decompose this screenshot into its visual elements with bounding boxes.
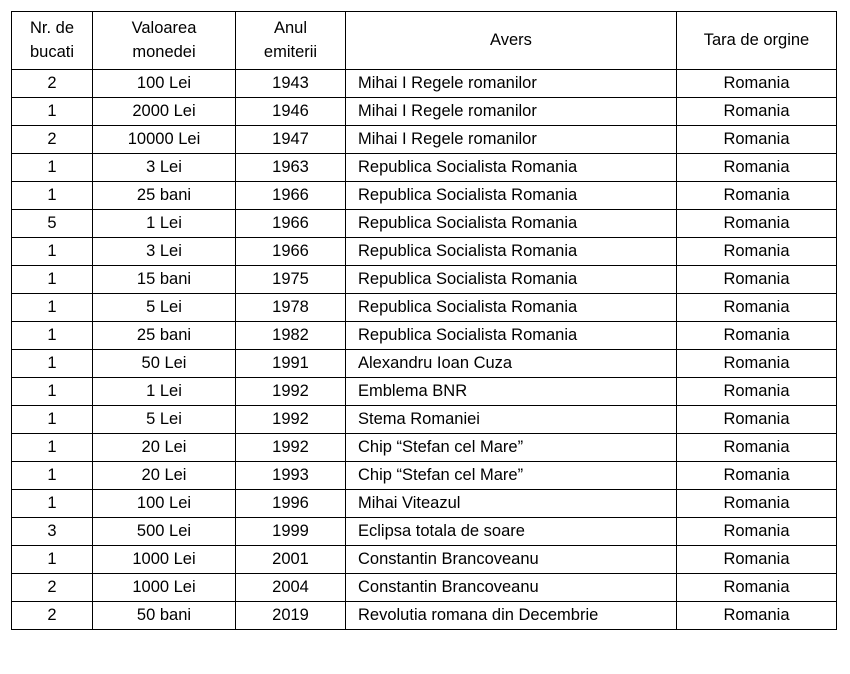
cell-value: 25 bani xyxy=(93,182,236,210)
cell-value: 5 Lei xyxy=(93,294,236,322)
table-row xyxy=(12,322,837,350)
cell-year: 1992 xyxy=(236,378,346,406)
table-row xyxy=(12,602,837,630)
column-header-year xyxy=(236,12,346,70)
cell-country: Romania xyxy=(677,490,837,518)
cell-year: 1992 xyxy=(236,434,346,462)
cell-avers: Revolutia romana din Decembrie xyxy=(346,602,677,630)
cell-avers: Republica Socialista Romania xyxy=(346,210,677,238)
cell-value: 3 Lei xyxy=(93,238,236,266)
cell-count: 1 xyxy=(12,294,93,322)
cell-count: 1 xyxy=(12,182,93,210)
cell-value: 1000 Lei xyxy=(93,546,236,574)
cell-avers: Republica Socialista Romania xyxy=(346,294,677,322)
cell-country: Romania xyxy=(677,154,837,182)
table-row xyxy=(12,490,837,518)
cell-count: 1 xyxy=(12,490,93,518)
cell-country: Romania xyxy=(677,98,837,126)
cell-avers: Republica Socialista Romania xyxy=(346,322,677,350)
table-body xyxy=(12,70,837,630)
cell-country: Romania xyxy=(677,210,837,238)
cell-year: 1991 xyxy=(236,350,346,378)
cell-count: 2 xyxy=(12,126,93,154)
cell-avers: Constantin Brancoveanu xyxy=(346,546,677,574)
cell-count: 1 xyxy=(12,434,93,462)
cell-value: 15 bani xyxy=(93,266,236,294)
cell-country: Romania xyxy=(677,602,837,630)
cell-count: 2 xyxy=(12,602,93,630)
cell-count: 1 xyxy=(12,462,93,490)
cell-avers: Republica Socialista Romania xyxy=(346,182,677,210)
table-row xyxy=(12,462,837,490)
column-header-value xyxy=(93,12,236,70)
cell-count: 5 xyxy=(12,210,93,238)
cell-count: 3 xyxy=(12,518,93,546)
table-row xyxy=(12,294,837,322)
cell-value: 3 Lei xyxy=(93,154,236,182)
cell-value: 20 Lei xyxy=(93,434,236,462)
cell-avers: Alexandru Ioan Cuza xyxy=(346,350,677,378)
cell-country: Romania xyxy=(677,434,837,462)
cell-count: 1 xyxy=(12,266,93,294)
cell-year: 1966 xyxy=(236,182,346,210)
cell-year: 1993 xyxy=(236,462,346,490)
cell-country: Romania xyxy=(677,294,837,322)
cell-count: 1 xyxy=(12,238,93,266)
column-header-country xyxy=(677,12,837,70)
cell-avers: Mihai I Regele romanilor xyxy=(346,98,677,126)
cell-year: 1963 xyxy=(236,154,346,182)
column-header-avers xyxy=(346,12,677,70)
table-row xyxy=(12,350,837,378)
table-row xyxy=(12,98,837,126)
cell-count: 1 xyxy=(12,322,93,350)
cell-year: 1996 xyxy=(236,490,346,518)
coin-inventory-table xyxy=(11,11,837,630)
cell-count: 1 xyxy=(12,350,93,378)
cell-avers: Republica Socialista Romania xyxy=(346,238,677,266)
cell-value: 5 Lei xyxy=(93,406,236,434)
cell-count: 1 xyxy=(12,98,93,126)
cell-country: Romania xyxy=(677,182,837,210)
cell-count: 2 xyxy=(12,70,93,98)
cell-year: 1975 xyxy=(236,266,346,294)
cell-avers: Eclipsa totala de soare xyxy=(346,518,677,546)
cell-country: Romania xyxy=(677,126,837,154)
cell-country: Romania xyxy=(677,546,837,574)
cell-value: 50 Lei xyxy=(93,350,236,378)
cell-value: 50 bani xyxy=(93,602,236,630)
cell-avers: Emblema BNR xyxy=(346,378,677,406)
cell-value: 1000 Lei xyxy=(93,574,236,602)
cell-year: 2004 xyxy=(236,574,346,602)
cell-value: 100 Lei xyxy=(93,490,236,518)
cell-value: 500 Lei xyxy=(93,518,236,546)
column-header-value-line-1: Valoarea xyxy=(131,19,197,38)
cell-avers: Stema Romaniei xyxy=(346,406,677,434)
coin-inventory-sheet xyxy=(11,11,836,630)
cell-country: Romania xyxy=(677,518,837,546)
table-row xyxy=(12,266,837,294)
column-header-year-line-1: Anul xyxy=(273,19,308,38)
cell-count: 1 xyxy=(12,378,93,406)
cell-year: 1999 xyxy=(236,518,346,546)
cell-value: 20 Lei xyxy=(93,462,236,490)
cell-year: 1992 xyxy=(236,406,346,434)
column-header-count xyxy=(12,12,93,70)
column-header-value-line-2: monedei xyxy=(132,42,196,61)
cell-avers: Republica Socialista Romania xyxy=(346,266,677,294)
cell-year: 1978 xyxy=(236,294,346,322)
table-row xyxy=(12,434,837,462)
table-row xyxy=(12,546,837,574)
cell-avers: Chip “Stefan cel Mare” xyxy=(346,462,677,490)
table-header-row xyxy=(12,12,837,70)
cell-count: 1 xyxy=(12,406,93,434)
table-row xyxy=(12,378,837,406)
cell-avers: Constantin Brancoveanu xyxy=(346,574,677,602)
cell-count: 1 xyxy=(12,154,93,182)
table-row xyxy=(12,574,837,602)
column-header-count-line-2: bucati xyxy=(29,42,75,61)
table-row xyxy=(12,182,837,210)
cell-country: Romania xyxy=(677,350,837,378)
table-row xyxy=(12,518,837,546)
cell-year: 1946 xyxy=(236,98,346,126)
column-header-count-line-1: Nr. de xyxy=(29,19,75,38)
cell-country: Romania xyxy=(677,322,837,350)
cell-country: Romania xyxy=(677,70,837,98)
cell-avers: Mihai Viteazul xyxy=(346,490,677,518)
table-row xyxy=(12,238,837,266)
cell-year: 1966 xyxy=(236,238,346,266)
table-row xyxy=(12,210,837,238)
cell-value: 10000 Lei xyxy=(93,126,236,154)
cell-value: 2000 Lei xyxy=(93,98,236,126)
cell-country: Romania xyxy=(677,574,837,602)
cell-year: 2001 xyxy=(236,546,346,574)
cell-country: Romania xyxy=(677,406,837,434)
table-row xyxy=(12,154,837,182)
table-header xyxy=(12,12,837,70)
cell-value: 1 Lei xyxy=(93,210,236,238)
cell-country: Romania xyxy=(677,266,837,294)
table-row xyxy=(12,406,837,434)
table-row xyxy=(12,126,837,154)
cell-count: 2 xyxy=(12,574,93,602)
column-header-country-line-1: Tara de orgine xyxy=(703,30,810,49)
column-header-year-line-2: emiterii xyxy=(263,42,318,61)
cell-value: 100 Lei xyxy=(93,70,236,98)
cell-country: Romania xyxy=(677,378,837,406)
cell-avers: Mihai I Regele romanilor xyxy=(346,70,677,98)
table-row xyxy=(12,70,837,98)
cell-value: 25 bani xyxy=(93,322,236,350)
cell-country: Romania xyxy=(677,462,837,490)
cell-year: 2019 xyxy=(236,602,346,630)
cell-country: Romania xyxy=(677,238,837,266)
cell-year: 1982 xyxy=(236,322,346,350)
column-header-avers-line-1: Avers xyxy=(490,30,532,49)
cell-value: 1 Lei xyxy=(93,378,236,406)
cell-avers: Chip “Stefan cel Mare” xyxy=(346,434,677,462)
cell-year: 1966 xyxy=(236,210,346,238)
cell-count: 1 xyxy=(12,546,93,574)
cell-avers: Republica Socialista Romania xyxy=(346,154,677,182)
cell-year: 1943 xyxy=(236,70,346,98)
cell-year: 1947 xyxy=(236,126,346,154)
cell-avers: Mihai I Regele romanilor xyxy=(346,126,677,154)
